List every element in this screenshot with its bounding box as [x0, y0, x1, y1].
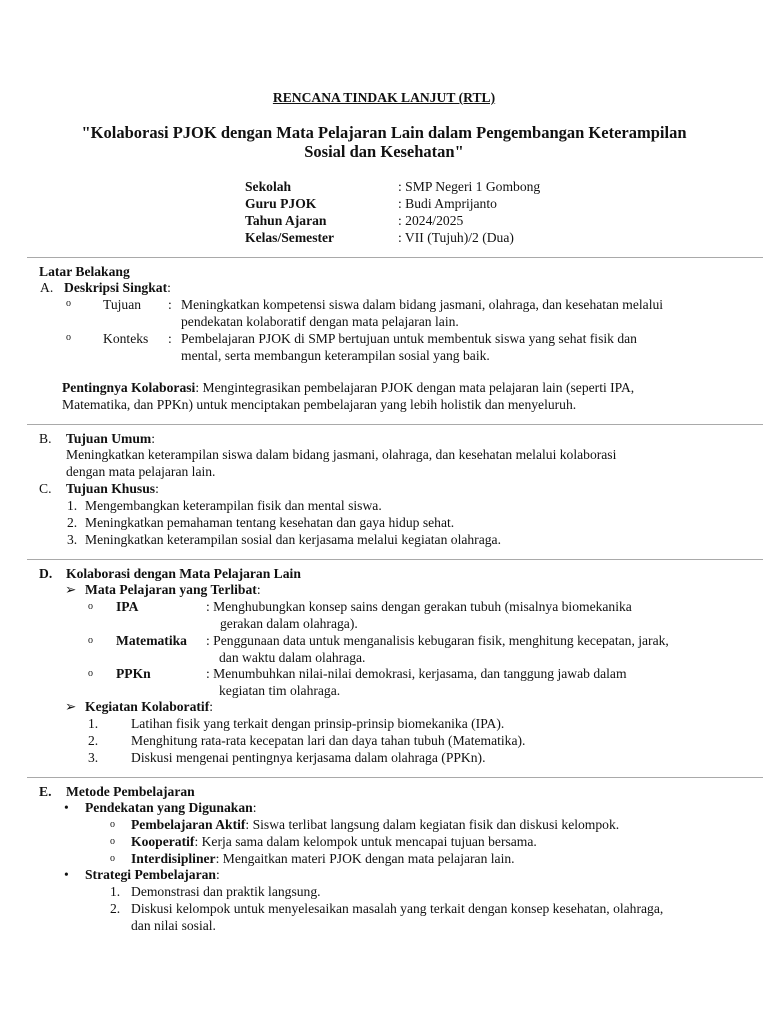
section-marker-d: D. — [39, 566, 53, 581]
arrow-bullet-icon: ➢ — [65, 582, 77, 597]
strategi-title: Strategi Pembelajaran: — [85, 867, 220, 882]
list-item: Diskusi mengenai pentingnya kerjasama dalam olahraga (PPKn). — [131, 750, 486, 765]
kegiatan-title: Kegiatan Kolaboratif: — [85, 699, 214, 714]
tujuan-label: Tujuan — [103, 297, 142, 312]
mapel-title: Mata Pelajaran yang Terlibat: — [85, 582, 261, 597]
bullet-circle: o — [88, 668, 93, 679]
colon: : — [168, 297, 172, 312]
bullet-circle: o — [88, 635, 93, 646]
bullet-circle: o — [110, 836, 115, 847]
meta-label-kelas: Kelas/Semester — [245, 230, 335, 245]
mapel-text-ppkn-line1: : Menumbuhkan nilai-nilai demokrasi, kerjasama, dan tanggung jawab dalam — [206, 666, 627, 681]
list-item: Latihan fisik yang terkait dengan prinsip-prinsip biomekanika (IPA). — [131, 716, 505, 731]
list-number: 3. — [88, 750, 99, 765]
mapel-text-matematika-line1: : Penggunaan data untuk menganalisis kebugaran fisik, menghitung kecepatan, jarak, — [206, 633, 669, 648]
divider — [27, 257, 763, 258]
list-item: Menghitung rata-rata kecepatan lari dan daya tahan tubuh (Matematika). — [131, 733, 526, 748]
section-marker-c: C. — [39, 481, 52, 496]
pendekatan-item: Pembelajaran Aktif: Siswa terlibat langsung dalam kegiatan fisik dan diskusi kelompok. — [131, 817, 620, 832]
mapel-text-ppkn-line2: kegiatan tim olahraga. — [219, 683, 341, 698]
section-heading-latar: Latar Belakang — [39, 264, 130, 279]
list-number: 1. — [67, 498, 78, 513]
tujuan-umum-line1: Meningkatkan keterampilan siswa dalam bidang jasmani, olahraga, dan kesehatan melalui kolaborasi — [66, 447, 617, 462]
tujuan-text-line2: pendekatan kolaboratif dengan mata pelajaran lain. — [181, 314, 459, 329]
list-number: 1. — [88, 716, 99, 731]
pendekatan-title: Pendekatan yang Digunakan: — [85, 800, 257, 815]
mapel-label-matematika: Matematika — [116, 633, 187, 648]
list-item: Meningkatkan keterampilan sosial dan kerjasama melalui kegiatan olahraga. — [85, 532, 501, 547]
meta-value-tahun: : 2024/2025 — [398, 213, 464, 228]
section-marker-a: A. — [40, 280, 54, 295]
section-marker-e: E. — [39, 784, 52, 799]
list-item: Demonstrasi dan praktik langsung. — [131, 884, 321, 899]
section-title-d: Kolaborasi dengan Mata Pelajaran Lain — [66, 566, 301, 581]
bullet-circle: o — [110, 853, 115, 864]
list-item-line1: Diskusi kelompok untuk menyelesaikan masalah yang terkait dengan konsep kesehatan, olahraga, — [131, 901, 664, 916]
colon: : — [168, 331, 172, 346]
list-number: 3. — [67, 532, 78, 547]
bullet-circle: o — [66, 332, 71, 343]
document-subtitle-line1: "Kolaborasi PJOK dengan Mata Pelajaran Lain dalam Pengembangan Keterampilan — [81, 123, 687, 142]
meta-value-kelas: : VII (Tujuh)/2 (Dua) — [398, 230, 514, 245]
bullet-circle: o — [88, 601, 93, 612]
pendekatan-item: Kooperatif: Kerja sama dalam kelompok untuk mencapai tujuan bersama. — [131, 834, 537, 849]
konteks-text-line2: mental, serta membangun keterampilan sosial yang baik. — [181, 348, 490, 363]
section-marker-b: B. — [39, 431, 52, 446]
konteks-label: Konteks — [103, 331, 149, 346]
list-number: 2. — [67, 515, 78, 530]
mapel-text-matematika-line2: dan waktu dalam olahraga. — [219, 650, 366, 665]
pentingnya-line2: Matematika, dan PPKn) untuk menciptakan pembelajaran yang lebih holistik dan menyeluruh. — [62, 397, 577, 412]
divider — [27, 559, 763, 560]
list-number: 2. — [110, 901, 121, 916]
meta-label-sekolah: Sekolah — [245, 179, 292, 194]
document-title: RENCANA TINDAK LANJUT (RTL) — [272, 90, 496, 105]
divider — [27, 424, 763, 425]
list-number: 2. — [88, 733, 99, 748]
document-subtitle-line2: Sosial dan Kesehatan" — [304, 142, 464, 161]
konteks-text-line1: Pembelajaran PJOK di SMP bertujuan untuk membentuk siswa yang sehat fisik dan — [181, 331, 637, 346]
meta-label-guru: Guru PJOK — [245, 196, 317, 211]
mapel-label-ipa: IPA — [116, 599, 139, 614]
dot-bullet-icon: • — [64, 867, 69, 882]
tujuan-umum-line2: dengan mata pelajaran lain. — [66, 464, 216, 479]
meta-label-tahun: Tahun Ajaran — [245, 213, 327, 228]
meta-value-guru: : Budi Amprijanto — [398, 196, 497, 211]
section-title-c: Tujuan Khusus: — [66, 481, 159, 496]
section-title-b: Tujuan Umum: — [66, 431, 156, 446]
list-item: Meningkatkan pemahaman tentang kesehatan dan gaya hidup sehat. — [85, 515, 455, 530]
meta-value-sekolah: : SMP Negeri 1 Gombong — [398, 179, 541, 194]
arrow-bullet-icon: ➢ — [65, 699, 77, 714]
divider — [27, 777, 763, 778]
bullet-circle: o — [66, 298, 71, 309]
mapel-label-ppkn: PPKn — [116, 666, 151, 681]
mapel-text-ipa-line2: gerakan dalam olahraga). — [220, 616, 358, 631]
tujuan-text-line1: Meningkatkan kompetensi siswa dalam bidang jasmani, olahraga, dan kesehatan melalui — [181, 297, 664, 312]
section-title-a: Deskripsi Singkat: — [64, 280, 171, 295]
section-title-e: Metode Pembelajaran — [66, 784, 195, 799]
list-number: 1. — [110, 884, 121, 899]
list-item-line2: dan nilai sosial. — [131, 918, 216, 933]
pentingnya-line1: Pentingnya Kolaborasi: Mengintegrasikan pembelajaran PJOK dengan mata pelajaran lain (seperti IPA, — [62, 380, 635, 395]
bullet-circle: o — [110, 819, 115, 830]
pendekatan-item: Interdisipliner: Mengaitkan materi PJOK dengan mata pelajaran lain. — [131, 851, 515, 866]
dot-bullet-icon: • — [64, 800, 69, 815]
mapel-text-ipa-line1: : Menghubungkan konsep sains dengan gerakan tubuh (misalnya biomekanika — [206, 599, 632, 614]
list-item: Mengembangkan keterampilan fisik dan mental siswa. — [85, 498, 382, 513]
